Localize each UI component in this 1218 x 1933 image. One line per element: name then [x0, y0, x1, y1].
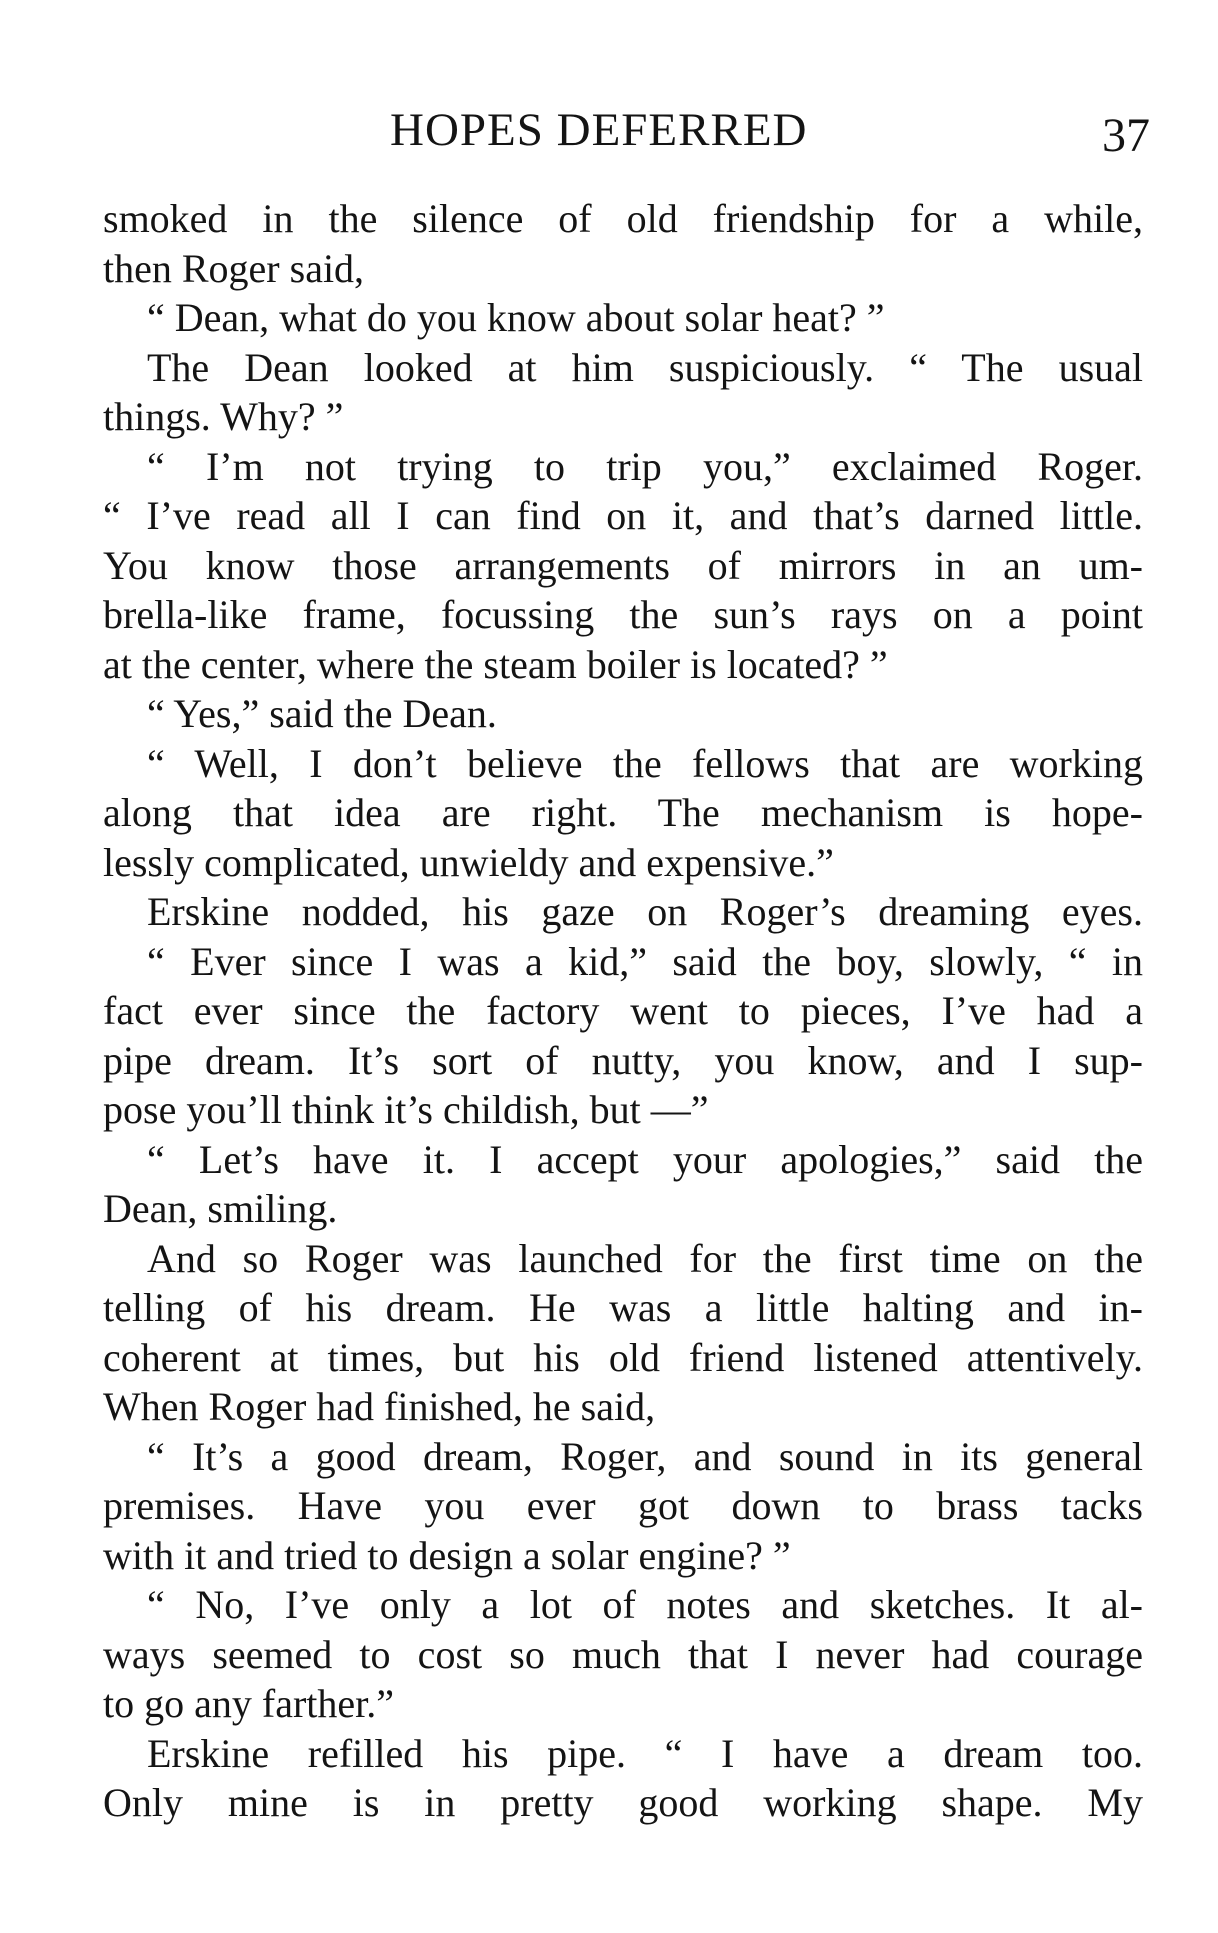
running-title: HOPES DEFERRED: [390, 104, 808, 156]
text-line: And so Roger was launched for the first time on the: [147, 1235, 1143, 1281]
text-line: brella-like frame, focussing the sun’s rays on a point: [103, 592, 1143, 637]
text-line: smoked in the silence of old friendship for a while,: [103, 196, 1143, 241]
text-line: When Roger had finished, he said,: [103, 1384, 656, 1429]
text-line: “ It’s a good dream, Roger, and sound in its general: [147, 1433, 1143, 1479]
text-line: “ Ever since I was a kid,” said the boy, slowly, “ in: [147, 938, 1143, 984]
text-line: coherent at times, but his old friend listened attentively.: [103, 1334, 1143, 1380]
text-line: lessly complicated, unwieldy and expensive.”: [103, 839, 834, 885]
text-line: “ I’ve read all I can find on it, and that’s darned little.: [103, 493, 1143, 538]
text-line: “ I’m not trying to trip you,” exclaimed Roger.: [147, 443, 1143, 489]
text-line: The Dean looked at him suspiciously. “ The usual: [147, 344, 1143, 390]
text-line: pose you’ll think it’s childish, but —”: [103, 1087, 709, 1132]
text-line: “ Let’s have it. I accept your apologies,” said the: [147, 1136, 1143, 1182]
text-line: fact ever since the factory went to pieces, I’ve had a: [103, 988, 1143, 1033]
text-line: along that idea are right. The mechanism is hope-: [103, 790, 1143, 835]
text-line: Dean, smiling.: [103, 1186, 338, 1231]
text-line: telling of his dream. He was a little halting and in-: [103, 1285, 1143, 1330]
text-line: “ No, I’ve only a lot of notes and sketches. It al-: [147, 1582, 1143, 1627]
text-line: Erskine nodded, his gaze on Roger’s dreaming eyes.: [147, 889, 1143, 934]
text-line: then Roger said,: [103, 245, 365, 291]
text-line: “ Well, I don’t believe the fellows that are working: [147, 740, 1143, 786]
text-line: “ Yes,” said the Dean.: [147, 691, 497, 736]
text-line: Only mine is in pretty good working shape. My: [103, 1780, 1143, 1825]
text-line: premises. Have you ever got down to brass tacks: [103, 1483, 1143, 1528]
text-line: You know those arrangements of mirrors in an um-: [103, 542, 1143, 588]
text-line: things. Why? ”: [103, 394, 344, 439]
text-line: pipe dream. It’s sort of nutty, you know, and I sup-: [103, 1037, 1143, 1083]
text-line: ways seemed to cost so much that I never had courage: [103, 1631, 1143, 1677]
text-line: to go any farther.”: [103, 1681, 394, 1726]
text-line: Erskine refilled his pipe. “ I have a dream too.: [147, 1730, 1143, 1776]
text-line: with it and tried to design a solar engine? ”: [103, 1532, 791, 1578]
text-line: “ Dean, what do you know about solar heat? ”: [147, 295, 885, 340]
page-header: [100, 100, 1150, 170]
body-text: [103, 194, 1143, 1828]
page-number: 37: [1102, 109, 1150, 162]
text-line: at the center, where the steam boiler is located? ”: [103, 641, 888, 687]
